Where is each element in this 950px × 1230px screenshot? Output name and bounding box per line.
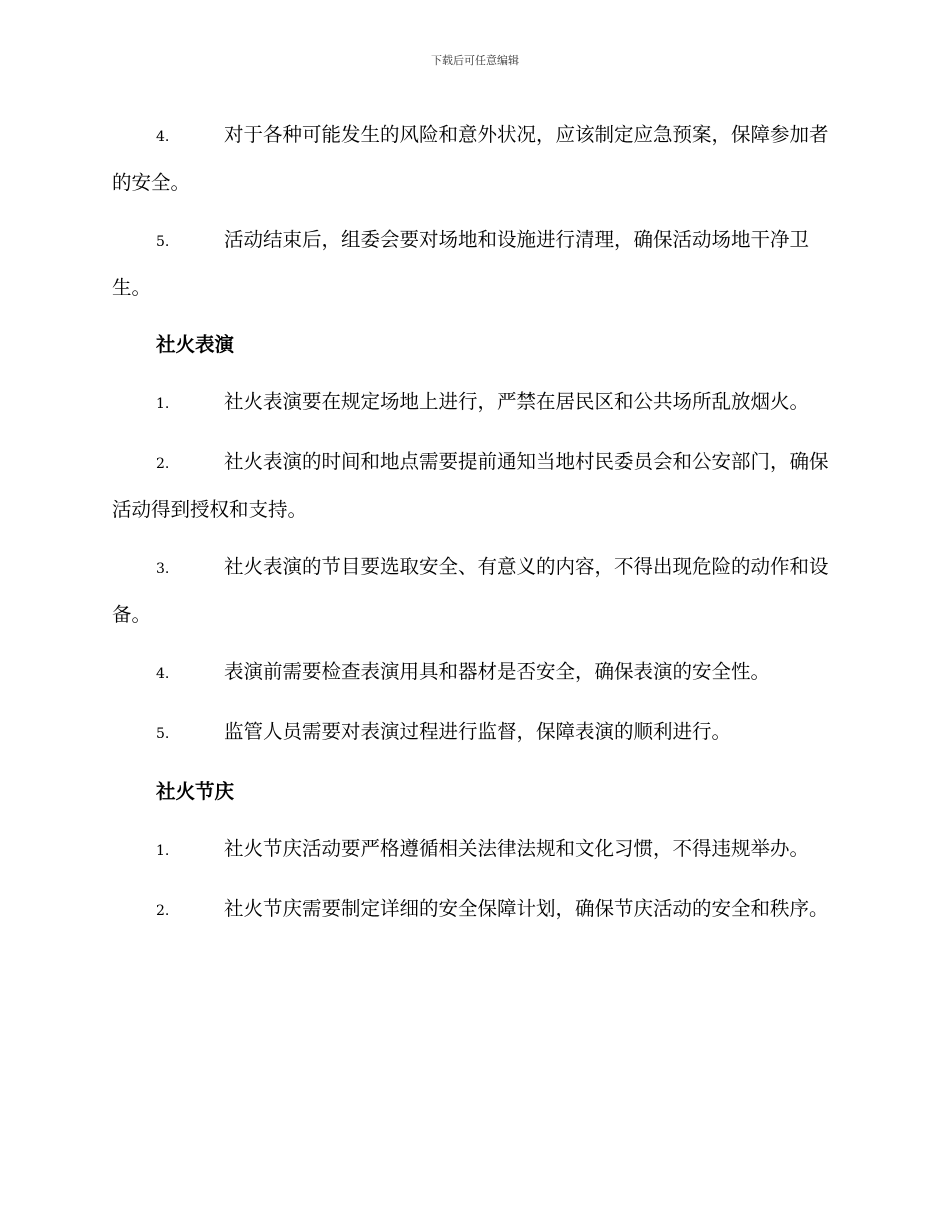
item-text: 对于各种可能发生的风险和意外状况，应该制定应急预案，保障参加者的安全。 <box>112 123 829 194</box>
item-number: 2. <box>156 456 170 472</box>
page-header: 下载后可任意编辑 <box>431 54 519 67</box>
list-item <box>112 217 837 310</box>
item-text: 社火表演的时间和地点需要提前通知当地村民委员会和公安部门，确保活动得到授权和支持。 <box>112 450 829 521</box>
list-item <box>112 886 837 934</box>
item-number: 5. <box>156 726 170 742</box>
list-item <box>112 112 837 205</box>
section-heading: 社火表演 <box>156 333 235 356</box>
list-item <box>112 826 837 874</box>
item-number: 5. <box>156 234 170 250</box>
item-text: 社火表演要在规定场地上进行，严禁在居民区和公共场所乱放烟火。 <box>224 390 810 413</box>
item-text: 社火表演的节目要选取安全、有意义的内容，不得出现危险的动作和设备。 <box>112 555 829 626</box>
item-text: 社火节庆需要制定详细的安全保障计划，确保节庆活动的安全和秩序。 <box>224 897 829 920</box>
item-text: 活动结束后，组委会要对场地和设施进行清理，确保活动场地干净卫生。 <box>112 228 810 299</box>
list-item <box>112 709 837 757</box>
item-number: 4. <box>156 129 170 145</box>
item-text: 社火节庆活动要严格遵循相关法律法规和文化习惯，不得违规举办。 <box>224 837 810 860</box>
list-item <box>112 439 837 532</box>
item-number: 3. <box>156 561 170 577</box>
item-number: 1. <box>156 843 170 859</box>
item-text: 监管人员需要对表演过程进行监督，保障表演的顺利进行。 <box>224 720 732 743</box>
list-item <box>112 544 837 637</box>
list-item <box>112 649 837 697</box>
item-number: 1. <box>156 396 170 412</box>
item-number: 2. <box>156 903 170 919</box>
section-heading: 社火节庆 <box>156 780 235 803</box>
document-body <box>112 112 837 946</box>
item-text: 表演前需要检查表演用具和器材是否安全，确保表演的安全性。 <box>224 660 771 683</box>
list-item <box>112 379 837 427</box>
item-number: 4. <box>156 666 170 682</box>
